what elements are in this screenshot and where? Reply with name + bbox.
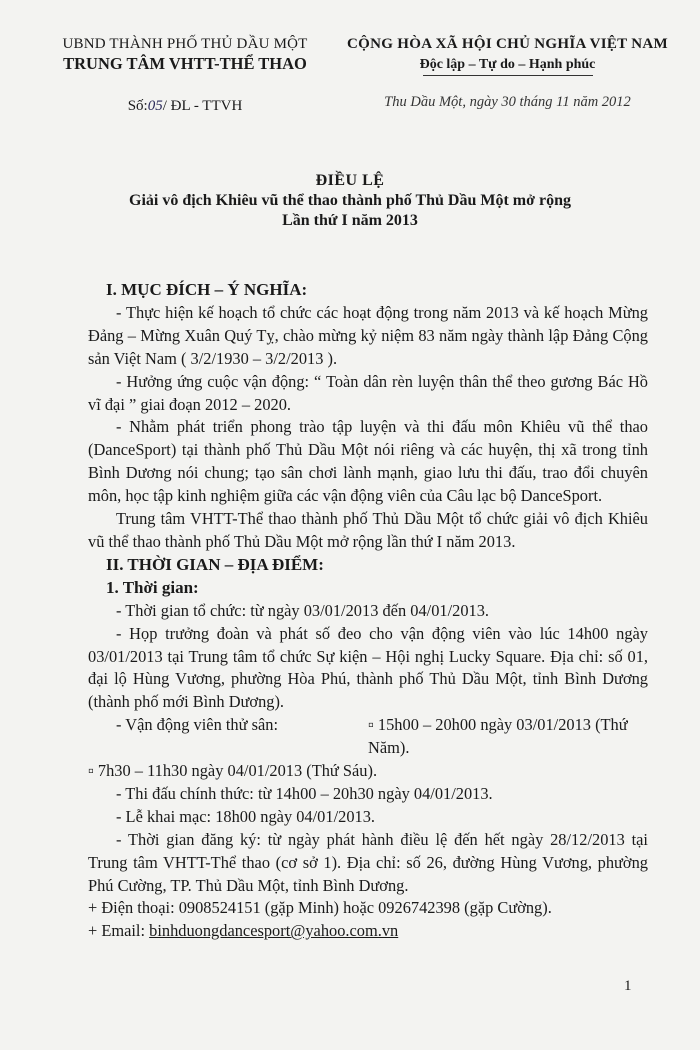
agency-name: TRUNG TÂM VHTT-THỂ THAO [63, 54, 307, 73]
document-number-value: 05 [147, 98, 163, 114]
section-2-heading: II. THỜI GIAN – ĐỊA ĐIỂM: [106, 554, 324, 574]
section-1-paragraph-4: Trung tâm VHTT-Thể thao thành phố Thủ Dầu Một tổ chức giải vô địch Khiêu vũ thể thao thành phố Thủ Dầu Một mở rộng lần thứ I năm 2013. [88, 509, 648, 551]
national-title: CỘNG HÒA XÃ HỘI CHỦ NGHĨA VIỆT NAM [347, 36, 668, 52]
email-label: + Email: [88, 921, 150, 941]
section-2-paragraph-4: - Lễ khai mạc: 18h00 ngày 04/01/2013. [116, 806, 376, 826]
national-header [335, 36, 680, 111]
document-title [40, 172, 660, 230]
title-line-2: Giải vô địch Khiêu vũ thể thao thành phố Thủ Dầu Một mở rộng [129, 192, 571, 209]
section-2-paragraph-2: - Họp trưởng đoàn và phát số đeo cho vận động viên vào lúc 14h00 ngày 03/01/2013 tại Trung tâm tổ chức Sự kiện – Hội nghị Lucky Square. Địa chỉ: số 01, đại lộ Hùng Vương, phường Hòa Phú, thành phố Thủ Dầu Một, tỉnh Bình Dương (thành phố mới Bình Dương). [88, 623, 648, 712]
title-line-1: ĐIỀU LỆ [315, 172, 385, 189]
page-number: 1 [624, 978, 632, 994]
trial-slot-1: ▫ 15h00 – 20h00 ngày 03/01/2013 (Thứ Năm). [368, 715, 628, 758]
document-number-prefix: Số: [127, 98, 148, 114]
document-number-suffix: / ĐL - TTVH [162, 98, 243, 114]
issuing-agency-header [40, 36, 330, 115]
section-2-paragraph-5: - Thời gian đăng ký: từ ngày phát hành điều lệ đến hết ngày 28/12/2013 tại Trung tâm VHTT-Thể thao (cơ sở 1). Địa chỉ: số 26, đường Hùng Vương, phường Phú Cường, TP. Thủ Dầu Một, tỉnh Bình Dương. [88, 829, 648, 895]
document-number [40, 98, 330, 115]
trial-slot-2: ▫ 7h30 – 11h30 ngày 04/01/2013 (Thứ Sáu). [88, 761, 378, 781]
trial-schedule [116, 714, 648, 760]
section-1-paragraph-2: - Hưởng ứng cuộc vận động: “ Toàn dân rèn luyện thân thể theo gương Bác Hồ vĩ đại ” giai đoạn 2012 – 2020. [88, 371, 648, 414]
title-line-3: Lần thứ I năm 2013 [282, 212, 418, 229]
national-motto: Độc lập – Tự do – Hạnh phúc [419, 57, 596, 72]
trial-label: - Vận động viên thử sân: [116, 715, 278, 735]
section-2-paragraph-1: - Thời gian tổ chức: từ ngày 03/01/2013 đến 04/01/2013. [116, 600, 490, 620]
agency-parent: UBND THÀNH PHỐ THỦ DẦU MỘT [62, 36, 308, 52]
section-1-heading: I. MỤC ĐÍCH – Ý NGHĨA: [106, 280, 308, 299]
contact-phone: + Điện thoại: 0908524151 (gặp Minh) hoặc 0926742398 (gặp Cường). [88, 898, 552, 918]
section-2-paragraph-3: - Thi đấu chính thức: từ 14h00 – 20h30 ngày 04/01/2013. [116, 783, 493, 803]
document-body [88, 279, 648, 943]
section-2-subheading: 1. Thời gian: [106, 577, 199, 597]
contact-email [88, 920, 648, 943]
issue-date: Thu Dầu Một, ngày 30 tháng 11 năm 2012 [384, 94, 631, 110]
section-1-paragraph-1: - Thực hiện kế hoạch tổ chức các hoạt động trong năm 2013 và kế hoạch Mừng Đảng – Mừng Xuân Quý Tỵ, chào mừng kỷ niệm 83 năm ngày thành lập Đảng Cộng sản Việt Nam ( 3/2/1930 – 3/2/2013 ). [88, 302, 648, 368]
section-1-paragraph-3: - Nhằm phát triển phong trào tập luyện và thi đấu môn Khiêu vũ thể thao (DanceSport) tại thành phố Thủ Dầu Một nói riêng và các huyện, thị xã trong tỉnh Bình Dương nói chung; tạo sân chơi lành mạnh, giao lưu thi đấu, trao đổi chuyên môn, học tập kinh nghiệm giữa các vận động viên của Câu lạc bộ DanceSport. [88, 417, 648, 506]
email-link[interactable]: binhduongdancesport@yahoo.com.vn [149, 921, 399, 941]
motto-underline [423, 75, 593, 76]
